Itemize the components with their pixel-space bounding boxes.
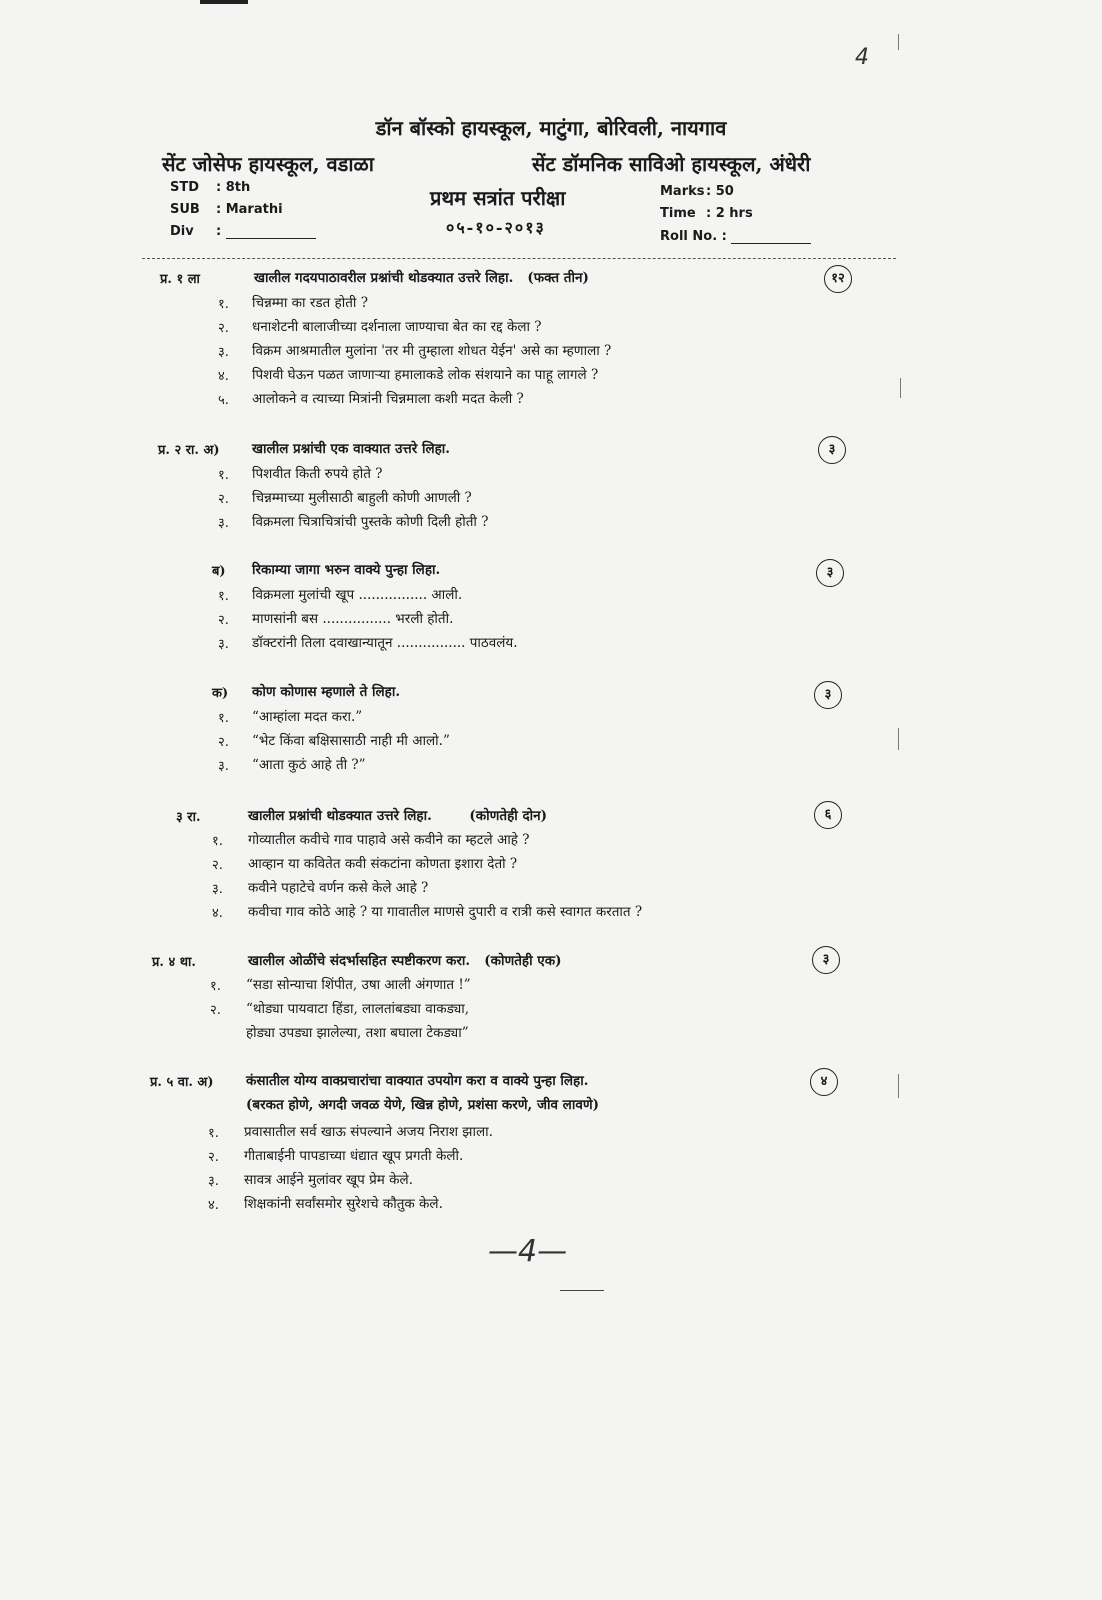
q3-item-num: ४. (212, 906, 223, 921)
q2a-item-num: १. (218, 468, 229, 483)
time-value: : 2 hrs (706, 206, 753, 221)
school-line-2-right: सेंट डॉमनिक साविओ हायस्कूल, अंधेरी (532, 152, 811, 176)
q1-heading-text: खालील गदयपाठावरील प्रश्नांची थोडक्यात उत्तरे लिहा. (254, 270, 514, 286)
q3-heading-text: खालील प्रश्नांची थोडक्यात उत्तरे लिहा. (248, 808, 432, 824)
q4-item-num: २. (210, 1003, 221, 1018)
q2b-item-num: १. (218, 589, 229, 604)
q4-heading-text: खालील ओळींचे संदर्भासहित स्पष्टीकरण करा. (248, 953, 471, 969)
time-label: Time (660, 206, 696, 221)
q2a-item: विक्रमला चित्राचित्रांची पुस्तके कोणी दिली होती ? (252, 514, 489, 530)
q2b-heading: रिकाम्या जागा भरुन वाक्ये पुन्हा लिहा. (252, 562, 441, 578)
q3-item-num: २. (212, 858, 223, 873)
q1-item: चिन्नम्मा का रडत होती ? (252, 295, 368, 311)
q2c-marks: ३ (814, 681, 842, 709)
q1-item-num: ४. (218, 369, 229, 384)
q4-item-continuation: होड्या उपड्या झालेल्या, तशा बघाला टेकड्या” (246, 1025, 469, 1041)
q2c-item-num: २. (218, 735, 229, 750)
q1-note: (फक्त तीन) (527, 270, 589, 286)
q3-note: (कोणतेही दोन) (469, 808, 548, 824)
q2c-item-num: ३. (218, 759, 229, 774)
roll-label: Roll No. : (660, 229, 727, 244)
marks-row (660, 184, 734, 199)
q3-item-num: ३. (212, 882, 223, 897)
q5-item-num: ३. (208, 1174, 219, 1189)
q3-item-num: १. (212, 834, 223, 849)
roll-blank (731, 231, 811, 244)
school-line-1: डॉन बॉस्को हायस्कूल, माटुंगा, बोरिवली, नायगाव (375, 116, 727, 140)
std-label: STD (170, 180, 200, 195)
q5-marks: ४ (810, 1068, 838, 1096)
scan-mark (898, 34, 899, 50)
q2b-item-num: ३. (218, 637, 229, 652)
q2a-heading: खालील प्रश्नांची एक वाक्यात उत्तरे लिहा. (252, 441, 450, 457)
q4-item: “सडा सोन्याचा शिंपीत, उषा आली अंगणात !” (246, 977, 471, 993)
q2a-item: पिशवीत किती रुपये होते ? (252, 466, 383, 482)
exam-title: प्रथम सत्रांत परीक्षा (430, 186, 566, 210)
sub-label: SUB (170, 202, 200, 217)
q1-number: प्र. १ ला (160, 272, 200, 287)
div-row (170, 224, 316, 239)
div-blank (226, 226, 316, 239)
q2c-item-num: १. (218, 711, 229, 726)
q2b-item: विक्रमला मुलांची खूप ................ आली. (252, 587, 463, 603)
q5-phrase-list: (बरकत होणे, अगदी जवळ येणे, खिन्न होणे, प्रशंसा करणे, जीव लावणे) (246, 1097, 599, 1113)
footer-page-number: —4— (488, 1234, 568, 1269)
q4-item-num: १. (210, 979, 221, 994)
scan-mark (900, 378, 901, 398)
q5-item: सावत्र आईने मुलांवर खूप प्रेम केले. (244, 1172, 413, 1188)
div-value: : (216, 224, 222, 239)
q1-item-num: ३. (218, 345, 229, 360)
q2b-item: डॉक्टरांनी तिला दवाखान्यातून ................ पाठवलंय. (252, 635, 518, 651)
scan-mark (898, 728, 899, 750)
q5-item-num: १. (208, 1126, 219, 1141)
q3-item: कवीचा गाव कोठे आहे ? या गावातील माणसे दुपारी व रात्री कसे स्वागत करतात ? (248, 904, 643, 920)
q4-note: (कोणतेही एक) (484, 953, 562, 969)
q3-item: कवीने पहाटेचे वर्णन कसे केले आहे ? (248, 880, 429, 896)
q2c-number: क) (212, 686, 229, 701)
q2b-marks: ३ (816, 559, 844, 587)
q2c-item: “आम्हांला मदत करा.” (252, 709, 363, 725)
q1-item-num: १. (218, 297, 229, 312)
q2c-heading: कोण कोणास म्हणाले ते लिहा. (252, 684, 401, 700)
footer-underline (560, 1290, 604, 1291)
q3-number: ३ रा. (176, 810, 201, 825)
q1-marks: १२ (824, 265, 852, 293)
q2b-number: ब) (212, 564, 226, 579)
q3-heading (248, 806, 547, 824)
q2c-item: “आता कुठं आहे ती ?” (252, 757, 366, 773)
q2a-marks: ३ (818, 436, 846, 464)
q4-heading (248, 951, 562, 969)
q3-item: गोव्यातील कवीचे गाव पाहावे असे कवीने का म्हटले आहे ? (248, 832, 530, 848)
q2b-item-num: २. (218, 613, 229, 628)
marks-label: Marks (660, 184, 705, 199)
q5-heading: कंसातील योग्य वाक्प्रचारांचा वाक्यात उपयोग करा व वाक्ये पुन्हा लिहा. (246, 1073, 589, 1089)
q1-item: आलोकने व त्याच्या मित्रांनी चिन्नमाला कशी मदत केली ? (252, 391, 524, 407)
scan-mark (200, 0, 248, 4)
roll-row (660, 229, 811, 244)
q2a-number: प्र. २ रा. अ) (158, 443, 220, 458)
std-row (170, 180, 250, 195)
q1-item-num: ५. (218, 393, 229, 408)
q1-item: पिशवी घेऊन पळत जाणाऱ्या हमालाकडे लोक संशयाने का पाहू लागले ? (252, 367, 599, 383)
exam-date: ०५-१०-२०१३ (446, 218, 546, 237)
marks-value: : 50 (706, 184, 734, 199)
q1-item: धनाशेटनी बालाजीच्या दर्शनाला जाण्याचा बेत का रद्द केला ? (252, 319, 542, 335)
std-value: : 8th (216, 180, 251, 195)
q2a-item: चिन्नम्माच्या मुलीसाठी बाहुली कोणी आणली ? (252, 490, 472, 506)
q2c-item: “भेट किंवा बक्षिसासाठी नाही मी आलो.” (252, 733, 450, 749)
q5-item: गीताबाईनी पापडाच्या धंद्यात खूप प्रगती केली. (244, 1148, 464, 1164)
q2a-item-num: ३. (218, 516, 229, 531)
q1-item: विक्रम आश्रमातील मुलांना 'तर मी तुम्हाला शोधत येईन' असे का म्हणाला ? (252, 343, 612, 359)
q5-number: प्र. ५ वा. अ) (150, 1075, 214, 1090)
div-label: Div (170, 224, 194, 239)
q4-marks: ३ (812, 946, 840, 974)
q3-marks: ६ (814, 801, 842, 829)
scan-mark (898, 1074, 899, 1098)
page-number-handwritten: 4 (855, 45, 869, 70)
q2b-item: माणसांनी बस ................ भरली होती. (252, 611, 454, 627)
sub-row (170, 202, 283, 217)
school-line-2-left: सेंट जोसेफ हायस्कूल, वडाळा (162, 152, 374, 176)
q4-item: “थोड्या पायवाटा हिंडा, लालतांबड्या वाकड्या, (246, 1001, 470, 1017)
q3-item: आव्हान या कवितेत कवी संकटांना कोणता इशारा देतो ? (248, 856, 518, 872)
header-divider (142, 258, 896, 259)
q1-heading (254, 268, 589, 286)
q5-item: प्रवासातील सर्व खाऊ संपल्याने अजय निराश झाला. (244, 1124, 493, 1140)
q1-item-num: २. (218, 321, 229, 336)
q5-item-num: ४. (208, 1198, 219, 1213)
q5-item: शिक्षकांनी सर्वांसमोर सुरेशचे कौतुक केले. (244, 1196, 443, 1212)
q2a-item-num: २. (218, 492, 229, 507)
q4-number: प्र. ४ था. (152, 955, 196, 970)
q5-item-num: २. (208, 1150, 219, 1165)
sub-value: : Marathi (216, 202, 283, 217)
time-row (660, 206, 753, 221)
